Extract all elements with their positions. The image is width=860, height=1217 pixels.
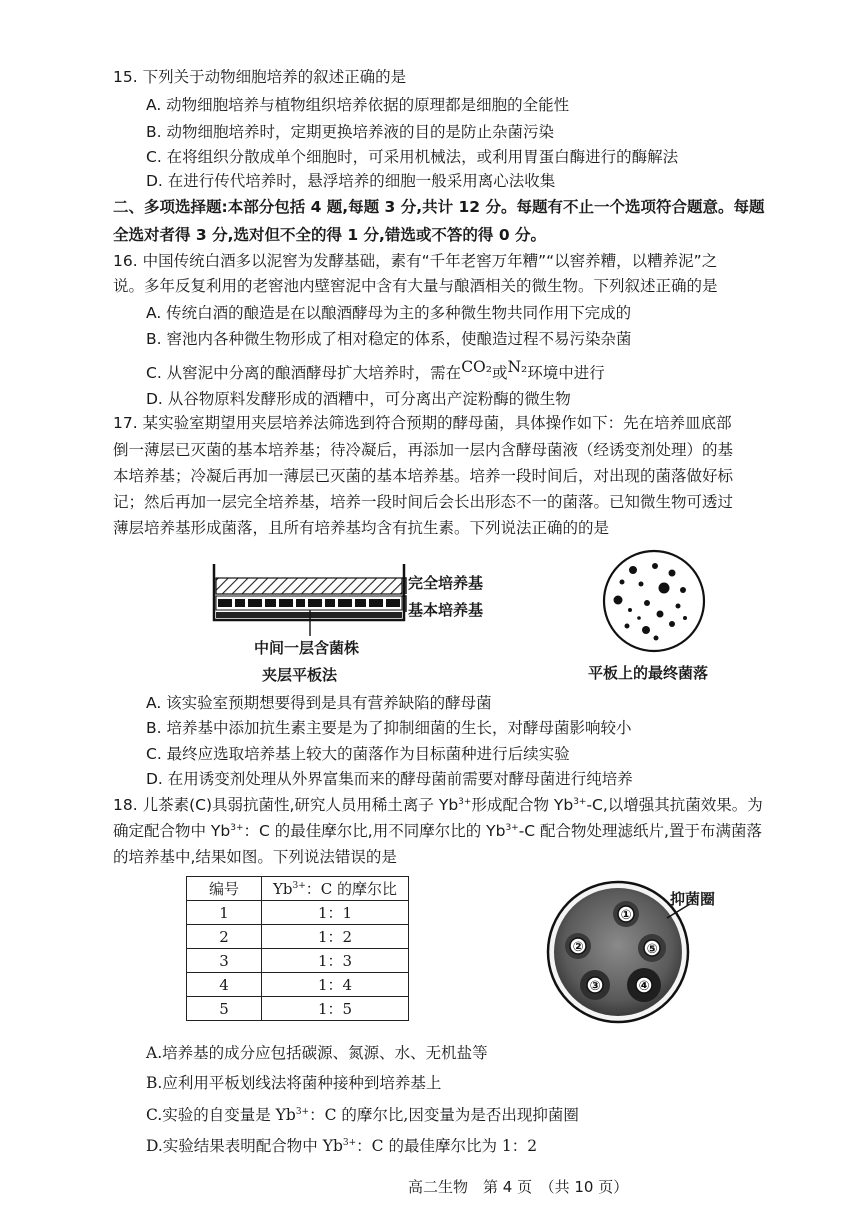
q17-option-b: B. 培养基中添加抗生素主要是为了抑制细菌的生长，对酵母菌影响较小 [146, 719, 632, 737]
final-colonies-plate [594, 548, 714, 658]
label-middle-strain-layer: 中间一层含菌株 [254, 639, 360, 657]
header-yb-sup: 3+ [292, 881, 306, 891]
table-header-ratio [262, 877, 409, 901]
complete-medium-layer [216, 578, 402, 594]
q18-option-c-sup: 3+ [295, 1106, 310, 1117]
table-row [187, 997, 409, 1021]
q16-option-c-or: 或 [491, 364, 508, 382]
q17-option-c: C. 最终应选取培养基上较大的菌落作为目标菌种进行后续实验 [146, 745, 570, 763]
q18-s1-sup: 3+ [458, 796, 472, 807]
table-header-row [187, 877, 409, 901]
table-row [187, 973, 409, 997]
table-cell-number: 2 [187, 925, 262, 949]
q17-option-a: A. 该实验室预期想要得到是具有营养缺陷的酵母菌 [146, 694, 492, 712]
disc-number-1: ① [620, 908, 632, 923]
table-header-number: 编号 [187, 877, 262, 901]
q15-option-a: A. 动物细胞培养与植物组织培养依据的原理都是细胞的全能性 [146, 96, 570, 114]
q18-s2-sup2: 3+ [505, 822, 519, 833]
q18-option-c-a: C.实验的自变量是 Yb [146, 1106, 296, 1124]
q15-stem: 15. 下列关于动物细胞培养的叙述正确的是 [113, 68, 407, 86]
q18-s2c: -C 配合物处理滤纸片,置于布满菌落 [518, 822, 762, 840]
q16-option-c-text-post: 环境中进行 [527, 364, 605, 382]
q18-stem-line2 [113, 820, 762, 842]
q17-stem-line4: 记；然后再加一层完全培养基，培养一段时间后会长出形态不一的菌落。已知微生物可透过 [113, 493, 734, 511]
q18-option-a: A.培养基的成分应包括碳源、氮源、水、无机盐等 [146, 1044, 488, 1062]
q18-option-d-b: ：C 的最佳摩尔比为 1：2 [356, 1137, 538, 1155]
q17-stem-line3: 本培养基；冷凝后再加一薄层已灭菌的基本培养基。培养一段时间后，对出现的菌落做好标 [113, 467, 734, 485]
q18-option-b: B.应利用平板划线法将菌种接种到培养基上 [146, 1074, 442, 1092]
table-cell-ratio: 1：5 [262, 997, 409, 1021]
table-cell-number: 1 [187, 901, 262, 925]
q17-option-d: D. 在用诱变剂处理从外界富集而来的酵母菌前需要对酵母菌进行纯培养 [146, 770, 633, 788]
table-row [187, 925, 409, 949]
table-row [187, 949, 409, 973]
caption-layered-method: 夹层平板法 [262, 666, 338, 684]
table-cell-ratio: 1：2 [262, 925, 409, 949]
header-yb: Yb [272, 880, 293, 898]
q17-stem-line1: 17. 某实验室期望用夹层培养法筛选到符合预期的酵母菌，具体操作如下：先在培养皿底部 [113, 414, 732, 432]
q17-stem-line5: 薄层培养基形成菌落，且所有培养基均含有抗生素。下列说法正确的的是 [113, 519, 610, 537]
q16-stem-line2: 说。多年反复利用的老窖池内壁窖泥中含有大量与酿酒相关的微生物。下列叙述正确的是 [113, 277, 718, 295]
disc-number-3: ③ [589, 979, 601, 994]
q18-option-d-a: D.实验结果表明配合物中 Yb [146, 1137, 343, 1155]
q15-option-b: B. 动物细胞培养时，定期更换培养液的目的是防止杂菌污染 [146, 123, 554, 141]
q16-option-c [146, 358, 605, 384]
q18-option-d [146, 1135, 537, 1157]
table-cell-ratio: 1：1 [262, 901, 409, 925]
table-cell-ratio: 1：4 [262, 973, 409, 997]
caption-final-colonies: 平板上的最终菌落 [588, 664, 709, 682]
section2-instructions-line2: 全选对者得 3 分,选对但不全的得 1 分,错选或不答的得 0 分。 [113, 226, 547, 244]
section2-instructions-line1: 二、多项选择题:本部分包括 4 题,每题 3 分,共计 12 分。每题有不止一个选项符合题意。每题 [113, 198, 765, 216]
table-cell-ratio: 1：3 [262, 949, 409, 973]
q16-option-d: D. 从谷物原料发酵形成的酒糟中，可分离出产淀粉酶的微生物 [146, 390, 571, 408]
q18-stem-line1 [113, 794, 763, 816]
q18-s1b: 形成配合物 Yb [471, 796, 574, 814]
q18-s1-sup2: 3+ [573, 796, 587, 807]
q16-stem-line1: 16. 中国传统白酒多以泥窖为发酵基础，素有“千年老窖万年糟”“以窖养糟，以糟养泥”之 [113, 252, 718, 270]
q18-s1a: 18. 儿茶素(C)具弱抗菌性,研究人员用稀土离子 Yb [113, 796, 459, 814]
table-cell-number: 3 [187, 949, 262, 973]
q16-option-a: A. 传统白酒的酿造是在以酿酒酵母为主的多种微生物共同作用下完成的 [146, 304, 632, 322]
disc-number-2: ② [572, 940, 584, 955]
q18-s2-sup: 3+ [230, 822, 244, 833]
disc-number-5: ⑤ [646, 942, 658, 957]
q16-option-c-text-pre: C. 从窖泥中分离的酿酒酵母扩大培养时，需在 [146, 364, 462, 382]
q18-stem-line3: 的培养基中,结果如图。下列说法错误的是 [113, 848, 397, 866]
disc-number-4: ④ [638, 979, 650, 994]
q18-option-c [146, 1104, 579, 1126]
table-cell-number: 5 [187, 997, 262, 1021]
q18-option-c-b: ：C 的摩尔比,因变量为是否出现抑菌圈 [309, 1106, 579, 1124]
q18-s1c: -C,以增强其抗菌效果。为 [586, 796, 763, 814]
label-inhibition-zone: 抑菌圈 [670, 890, 716, 908]
n2-formula: N₂ [507, 358, 528, 376]
q18-s2a: 确定配合物中 Yb [113, 822, 231, 840]
q15-option-d: D. 在进行传代培养时，悬浮培养的细胞一般采用离心法收集 [146, 172, 556, 190]
label-complete-medium: 完全培养基 [408, 574, 484, 592]
header-ratio-rest: ：C 的摩尔比 [305, 880, 398, 898]
page-footer: 高二生物 第 4 页 （共 10 页） [408, 1178, 629, 1196]
molar-ratio-table [186, 876, 409, 1021]
q17-stem-line2: 倒一薄层已灭菌的基本培养基；待冷凝后，再添加一层内含酵母菌液（经诱变剂处理）的基 [113, 441, 734, 459]
table-cell-number: 4 [187, 973, 262, 997]
q18-option-d-sup: 3+ [342, 1137, 357, 1148]
q18-s2b: ：C 的最佳摩尔比,用不同摩尔比的 Yb [243, 822, 506, 840]
co2-formula: CO₂ [461, 358, 492, 376]
q16-option-b: B. 窖池内各种微生物形成了相对稳定的体系，使酿造过程不易污染杂菌 [146, 330, 632, 348]
q15-option-c: C. 在将组织分散成单个细胞时，可采用机械法，或利用胃蛋白酶进行的酶解法 [146, 148, 679, 166]
label-basic-medium: 基本培养基 [408, 601, 484, 619]
table-row [187, 901, 409, 925]
